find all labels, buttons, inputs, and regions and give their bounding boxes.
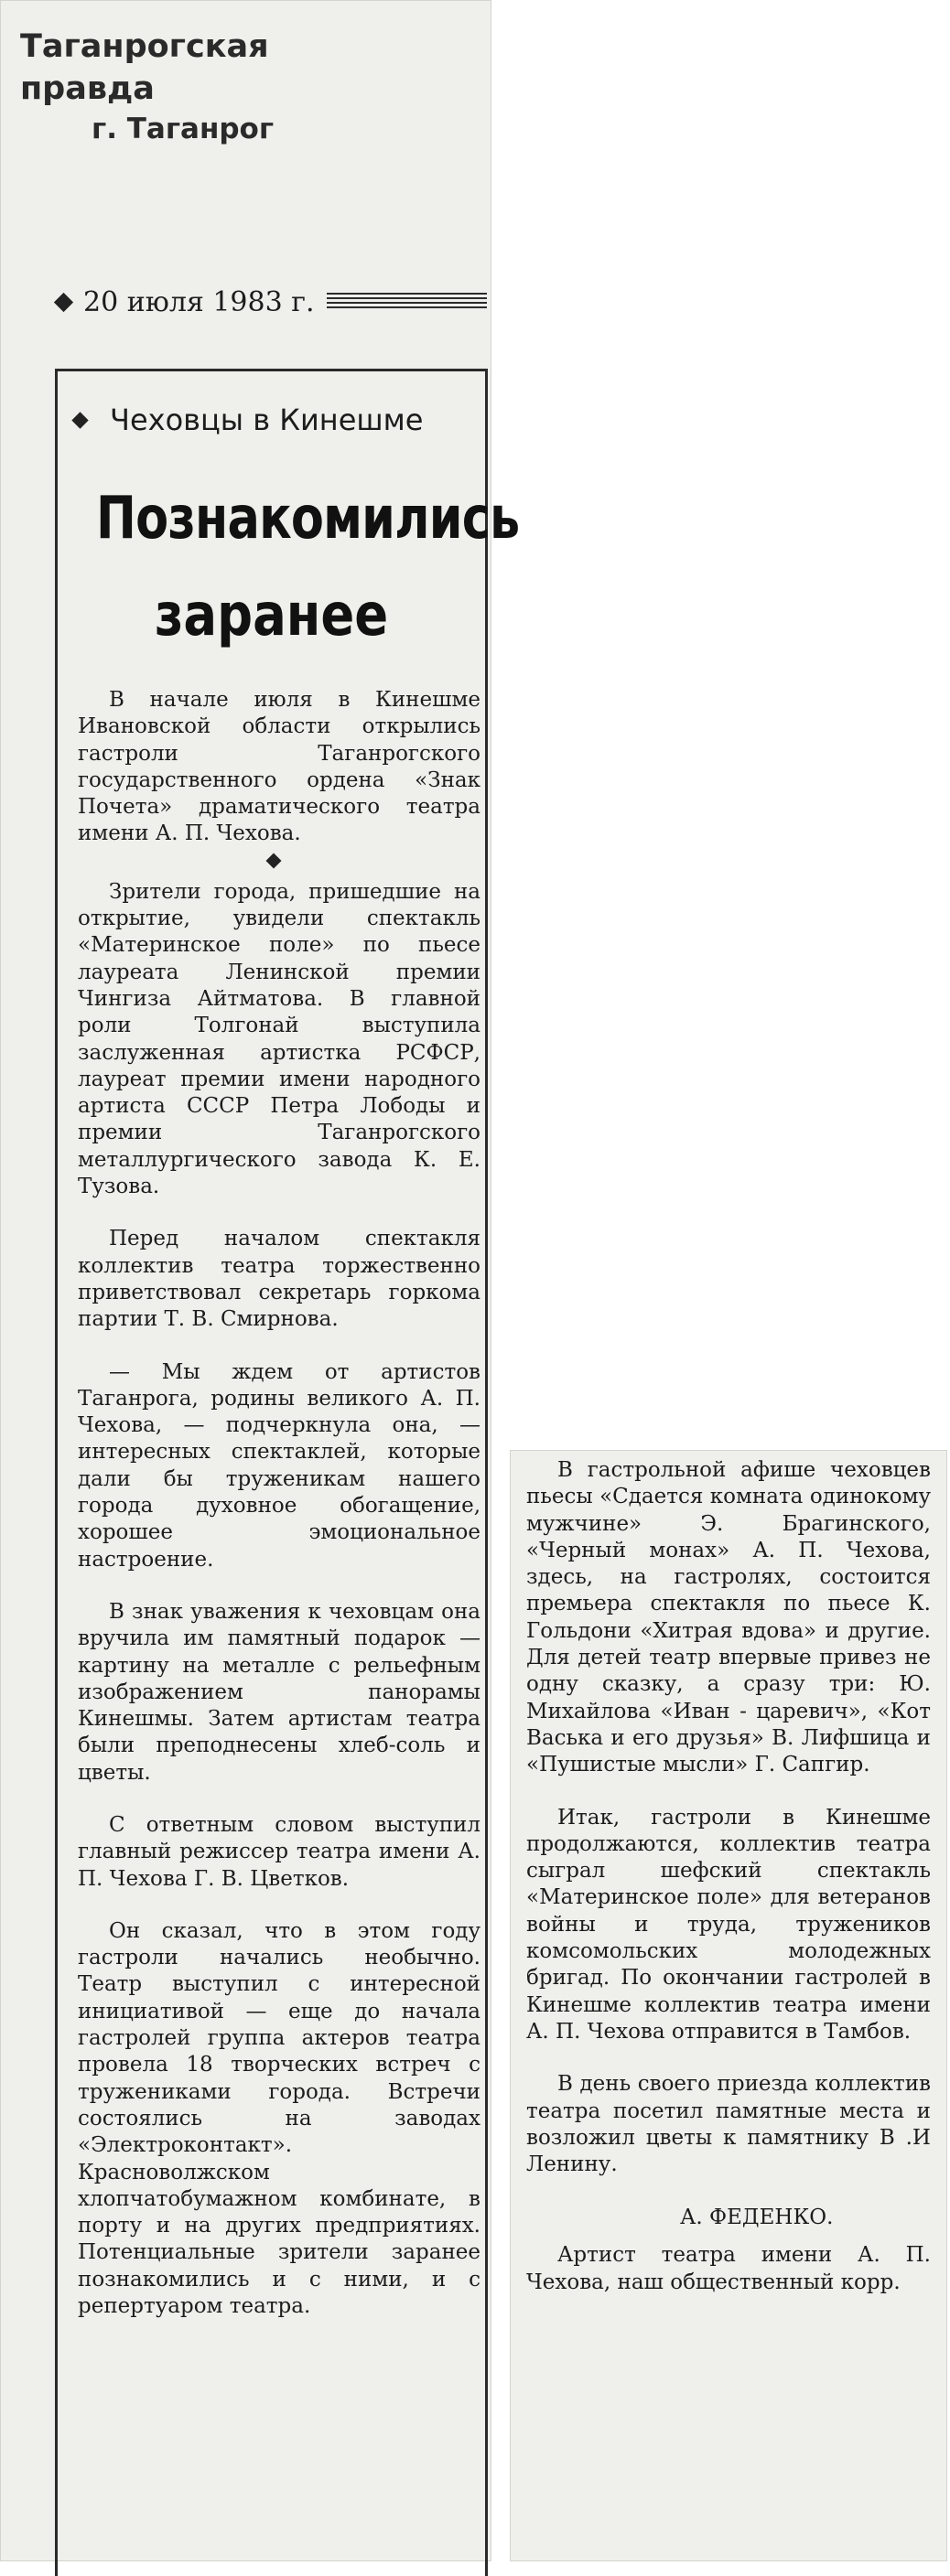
paragraph: В знак уважения к чеховцам она вручила им памятный подарок — картину на металле с рельефным изображением панорамы Кинешмы. Затем артистам театра были преподнесены хлеб-соль и цветы. <box>78 1599 480 1785</box>
diamond-bullet-icon <box>54 292 73 311</box>
paragraph: В день своего приезда коллектив театра посетил памятные места и возложил цветы к памятнику В .И Ленину. <box>526 2072 931 2177</box>
article-body-right-column <box>526 1457 931 2322</box>
newspaper-clipping-right <box>510 1450 947 2561</box>
paragraph: В гастрольной афише чеховцев пьесы «Сдается комната одинокому мужчине» Э. Брагинского, «Черный монах» А. П. Чехова, здесь, на гастролях, состоится премьера спектакля по пьесе К. Гольдони «Хитрая вдова» и другие. Для детей театр впервые привез не одну сказку, а сразу три: Ю. Михайлова «Иван - царевич», «Кот Васька и его друзья» В. Лифшица и «Пушистые мысли» Г. Сапгир. <box>526 1458 931 1777</box>
article-kicker <box>74 394 477 445</box>
article-headline <box>58 470 520 664</box>
author-signature: А. ФЕДЕНКО. <box>680 2206 834 2230</box>
dateline <box>57 281 487 323</box>
issue-date: 20 июля 1983 г. <box>83 285 315 318</box>
article-body-left-column <box>78 687 480 2345</box>
paragraph: — Мы ждем от артистов Таганрога, родины великого А. П. Чехова, — подчеркнула она, — интересных спектаклей, которые дали бы труженикам нашего города духовное обогащение, хорошее эмоциональное настроение. <box>78 1359 480 1572</box>
diamond-bullet-icon <box>71 412 88 428</box>
masthead <box>20 26 405 148</box>
kicker-text: Чеховцы в Кинешме <box>110 402 424 437</box>
paragraph: Зрители города, пришедшие на открытие, увидели спектакль «Материнское поле» по пьесе лауреата Ленинской премии Чингиза Айтматова. В главной роли Толгонай выступила заслуженная артистка РСФСР, лауреат премии имени народного артиста СССР Петра Лободы и премии Таганрогского металлургического завода К. Е. Тузова. <box>78 879 480 1199</box>
paragraph: Он сказал, что в этом году гастроли начались необычно. Театр выступил с интересной инициативой — еще до начала гастролей группа актеров театра провела 18 творческих встреч с тружениками города. Встречи состоялись на заводах «Электроконтакт». Красноволжском хлопчатобумажном комбинате, в порту и на других предприятиях. Потенциальные зрители заранее познакомились и с ними, и с репертуаром театра. <box>78 1918 480 2319</box>
author-note: Артист театра имени А. П. Чехова, наш общественный корр. <box>526 2243 931 2294</box>
separator-diamond-icon <box>266 853 282 868</box>
newspaper-name: Таганрогская правда <box>20 28 269 107</box>
newspaper-city: г. Таганрог <box>92 113 275 145</box>
headline-line-2: заранее <box>154 582 389 649</box>
paragraph: Перед началом спектакля коллектив театра торжественно приветствовал секретарь горкома партии Т. В. Смирнова. <box>78 1227 480 1332</box>
article-frame <box>55 369 520 2576</box>
headline-line-1: Познакомились <box>96 485 520 553</box>
decorative-rules <box>327 293 487 311</box>
paragraph: В начале июля в Кинешме Ивановской области открылись гастроли Таганрогского государственного ордена «Знак Почета» драматического театра имени А. П. Чехова. <box>78 688 480 846</box>
paragraph: С ответным словом выступил главный режиссер театра имени А. П. Чехова Г. В. Цветков. <box>78 1812 480 1891</box>
paragraph: Итак, гастроли в Кинешме продолжаются, коллектив театра сыграл шефский спектакль «Материнское поле» для ветеранов войны и труда, тружеников комсомольских молодежных бригад. По окончании гастролей в Кинешме коллектив театра имени А. П. Чехова отправится в Тамбов. <box>526 1805 931 2044</box>
